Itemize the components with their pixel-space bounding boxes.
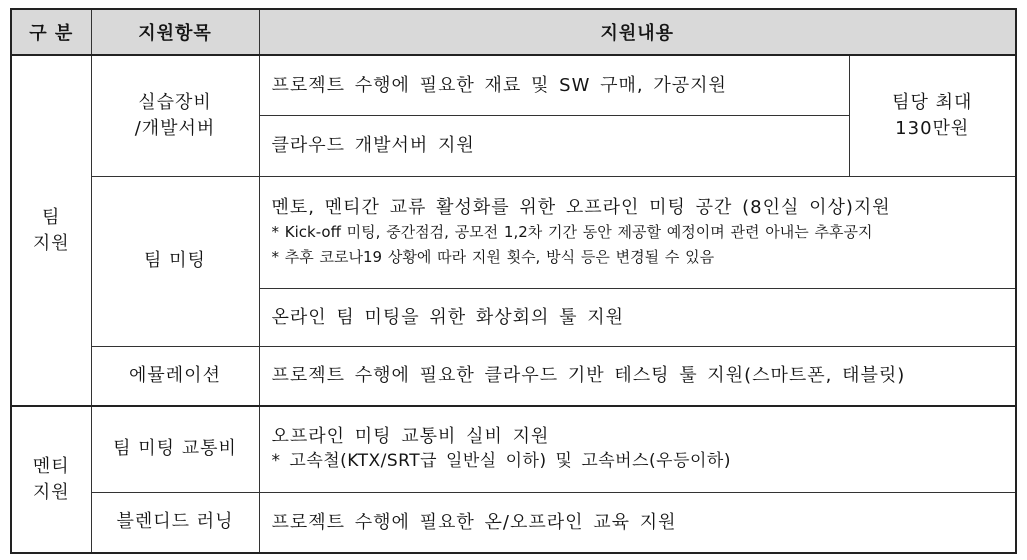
content-line: 오프라인 미팅 교통비 실비 지원 <box>271 426 550 448</box>
item-team-meeting: 팀 미팅 <box>91 176 259 346</box>
content-blended-learning: 프로젝트 수행에 필요한 온/오프라인 교육 지원 <box>259 492 1016 553</box>
content-materials: 프로젝트 수행에 필요한 재료 및 SW 구매, 가공지원 <box>259 55 849 115</box>
category-team-support <box>11 55 91 406</box>
note-line: * 추후 코로나19 상황에 따라 지원 횟수, 방식 등은 변경될 수 있음 <box>271 247 715 266</box>
content-emulation: 프로젝트 수행에 필요한 클라우드 기반 테스팅 툴 지원(스마트폰, 태블릿) <box>259 346 1016 406</box>
item-transport: 팀 미팅 교통비 <box>91 406 259 492</box>
category-line: 멘티 <box>32 455 70 477</box>
item-blended-learning: 블렌디드 러닝 <box>91 492 259 553</box>
support-table <box>10 8 1017 554</box>
item-emulation: 에뮬레이션 <box>91 346 259 406</box>
category-line: 지원 <box>32 481 70 503</box>
header-item: 지원항목 <box>91 9 259 55</box>
table-row <box>11 346 1016 406</box>
table-row <box>11 492 1016 553</box>
item-line: 실습장비 <box>138 91 212 113</box>
note-line: * Kick-off 미팅, 중간점검, 공모전 1,2차 기간 동안 제공할 예정이며 관련 아내는 추후공지 <box>271 222 873 241</box>
content-line: 멘토, 멘티간 교류 활성화를 위한 오프라인 미팅 공간 (8인실 이상)지원 <box>271 196 891 218</box>
header-row <box>11 9 1016 55</box>
header-category: 구 분 <box>11 9 91 55</box>
category-mentee-support <box>11 406 91 553</box>
budget-cell <box>849 55 1016 176</box>
table-row <box>11 176 1016 288</box>
category-line: 지원 <box>32 232 70 254</box>
content-cloud-server: 클라우드 개발서버 지원 <box>259 115 849 176</box>
content-offline-meeting <box>259 176 1016 288</box>
table-row <box>11 406 1016 492</box>
note-line: * 고속철(KTX/SRT급 일반실 이하) 및 고속버스(우등이하) <box>271 451 731 472</box>
header-content: 지원내용 <box>259 9 1016 55</box>
category-line: 팀 <box>42 206 61 228</box>
item-equipment <box>91 55 259 176</box>
budget-line: 130만원 <box>895 117 970 139</box>
table-row <box>11 55 1016 115</box>
item-line: /개발서버 <box>134 117 216 139</box>
content-transport <box>259 406 1016 492</box>
budget-line: 팀당 최대 <box>892 91 973 113</box>
content-online-meeting: 온라인 팀 미팅을 위한 화상회의 툴 지원 <box>259 288 1016 346</box>
